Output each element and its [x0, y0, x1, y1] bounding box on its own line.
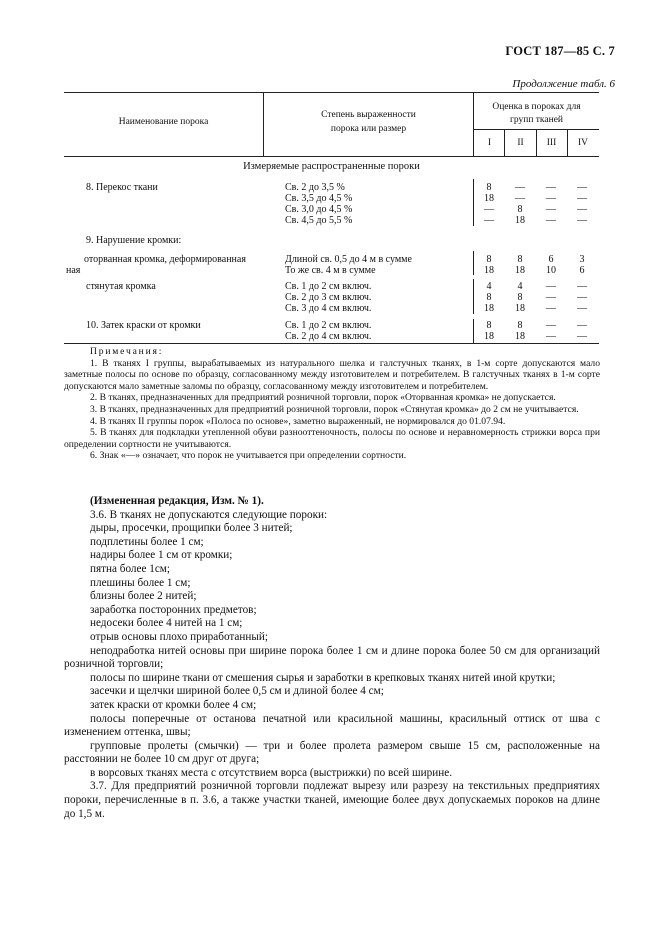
defect-item: близны более 2 нитей; [90, 590, 197, 603]
row8-degree-3: Св. 3,0 до 4,5 % [285, 204, 353, 215]
row9a-g1-2: 18 [484, 265, 494, 276]
header-degree-line1: Степень выраженности [321, 110, 416, 120]
row8-name: 8. Перекос ткани [86, 182, 158, 193]
row10-degree-2: Св. 2 до 4 см включ. [285, 331, 372, 342]
row9b-g2-2: 8 [517, 292, 523, 303]
row9b-g1-1: 4 [486, 281, 492, 292]
defects-table [64, 92, 599, 344]
edition-note: (Измененная редакция, Изм. № 1). [90, 495, 264, 507]
group-IV: IV [577, 138, 589, 148]
defect-item: подплетины более 1 см; [90, 535, 204, 548]
note-6: 6. Знак «—» означает, что порок не учитывается при определении сортности. [90, 450, 407, 462]
defect-item: заработка посторонних предметов; [90, 603, 257, 616]
defect-item: полосы поперечные от останова печатной или красильной машины, красильный оттиск от шва с изменением оттенка, швы; [64, 712, 600, 739]
header-eval-line2: групп тканей [509, 115, 564, 125]
row9b-g3-2: — [546, 292, 556, 303]
table-header-rule [64, 156, 599, 157]
row10-g3-1: — [546, 320, 556, 331]
row8-degree-2: Св. 3,5 до 4,5 % [285, 193, 353, 204]
row8-g1-2: 18 [484, 193, 494, 204]
row9a-g4-1: 3 [579, 254, 585, 265]
row9b-degree-3: Св. 3 до 4 см включ. [285, 303, 372, 314]
defect-item: плешины более 1 см; [90, 576, 191, 589]
row9b-g3-1: — [546, 281, 556, 292]
row9a-g4-2: 6 [579, 265, 585, 276]
standard-header: ГОСТ 187—85 С. 7 [505, 44, 615, 58]
row8-g4-3: — [577, 204, 587, 215]
table-continuation-label: Продолжение табл. 6 [512, 78, 615, 90]
row8-degree-4: Св. 4,5 до 5,5 % [285, 215, 353, 226]
row10-name: 10. Затек краски от кромки [86, 320, 201, 331]
row9a-name-line2: ная [66, 265, 81, 276]
row10-g4-1: — [577, 320, 587, 331]
row9a-g2-1: 8 [517, 254, 523, 265]
note-4: 4. В тканях II группы порок «Полоса по основе», заметно выраженный, не нормировался до 01.07.94. [90, 415, 506, 427]
row10-g3-2: — [546, 331, 556, 342]
row8-g2-2: — [515, 193, 525, 204]
row10-degree-1: Св. 1 до 2 см включ. [285, 320, 372, 331]
defect-item: затек краски от кромки более 4 см; [90, 698, 257, 711]
row8-g4-2: — [577, 193, 587, 204]
row9a-g1-1: 8 [486, 254, 492, 265]
group-I: I [487, 138, 492, 148]
row8-g3-1: — [546, 182, 556, 193]
row9b-degree-2: Св. 2 до 3 см включ. [285, 292, 372, 303]
row8-degree-1: Св. 2 до 3,5 % [285, 182, 345, 193]
defect-item: засечки и щелчки шириной более 0,5 см и длиной более 4 см; [90, 685, 384, 698]
defect-item: неподработка нитей основы при ширине порока более 1 см и длине порока более 50 см для организаций розничной торговли; [64, 644, 600, 671]
row8-g2-1: — [515, 182, 525, 193]
row9-name: 9. Нарушение кромки: [86, 235, 182, 246]
row10-g1-1: 8 [486, 320, 492, 331]
row9a-g3-1: 6 [548, 254, 554, 265]
row9b-degree-1: Св. 1 до 2 см включ. [285, 281, 372, 292]
defect-item: групповые пролеты (смычки) — три и более пролета размером свыше 15 см, расположенные на расстоянии не более 10 см друг от друга; [64, 739, 600, 766]
row8-g3-4: — [546, 215, 556, 226]
defect-item: пятна более 1см; [90, 562, 170, 575]
row8-g3-2: — [546, 193, 556, 204]
header-name: Наименование порока [118, 117, 209, 127]
row8-g4-4: — [577, 215, 587, 226]
notes-title: Примечания: [90, 346, 164, 357]
row10-g1-2: 18 [484, 331, 494, 342]
header-degree-line2: порока или размер [330, 124, 407, 134]
row9b-g4-1: — [577, 281, 587, 292]
row8-g4-1: — [577, 182, 587, 193]
row8-g2-4: 18 [515, 215, 525, 226]
row9a-degree-2: То же св. 4 м в сумме [285, 265, 376, 276]
defect-item: в ворсовых тканях места с отсутствием ворса (выстрижки) по всей ширине. [90, 766, 452, 779]
row10-g2-2: 18 [515, 331, 525, 342]
defect-item: надиры более 1 см от кромки; [90, 549, 233, 562]
main-text [64, 495, 600, 821]
row8-g1-4: — [484, 215, 494, 226]
note-2: 2. В тканях, предназначенных для предприятий розничной торговли, порок «Оторванная кромка» не допускается. [90, 392, 556, 404]
table-bottom-rule [64, 343, 599, 344]
row10-g2-1: 8 [517, 320, 523, 331]
row9a-g3-2: 10 [546, 265, 556, 276]
group-III: III [546, 138, 557, 148]
header-eval-line1: Оценка в пороках для [492, 102, 581, 112]
row9a-degree-1: Длиной св. 0,5 до 4 м в сумме [285, 254, 412, 265]
group-II: II [517, 138, 524, 148]
row9a-g2-2: 18 [515, 265, 525, 276]
row9b-g2-1: 4 [517, 281, 523, 292]
row9b-g4-2: — [577, 292, 587, 303]
section-title: Измеряемые распространенные пороки [243, 161, 420, 172]
row8-g1-3: — [484, 204, 494, 215]
defect-item: полосы по ширине ткани от смешения сырья и заработки в крепковых тканях нитей иной крутки; [90, 671, 556, 684]
row9a-name-line1: оторванная кромка, деформированная [84, 254, 246, 265]
row8-g1-1: 8 [486, 182, 492, 193]
row9b-g3-3: — [546, 303, 556, 314]
row9b-g1-2: 8 [486, 292, 492, 303]
row9b-g2-3: 18 [515, 303, 525, 314]
row9b-g4-3: — [577, 303, 587, 314]
clause-3-6: 3.6. В тканях не допускаются следующие пороки: [90, 508, 328, 521]
row8-g2-3: 8 [517, 204, 523, 215]
defect-item: отрыв основы плохо приработанный; [90, 630, 268, 643]
table-top-rule [64, 92, 599, 93]
clause-3-7: 3.7. Для предприятий розничной торговли подлежат вырезу или разрезу на текстильных предприятиях пороки, перечисленные в п. 3.6, а также участки тканей, имеющие более двух допускаемых пороков на длине до 1,5 м. [64, 780, 600, 820]
note-1: 1. В тканях I группы, вырабатываемых из натурального шелка и галстучных тканях, в 1-м сорте допускаются мало заметные полосы по основе по образцу, согласованному между изготовителем и потребителем. В галстучных тканях в 1-м сорте допускаются мало заметные заломы по образцу, согласованному между изготовителем и потребителем. [64, 357, 600, 392]
row9b-g1-3: 18 [484, 303, 494, 314]
row9b-name: стянутая кромка [86, 281, 156, 292]
defect-item: дыры, просечки, прощипки более 3 нитей; [90, 522, 293, 535]
row10-g4-2: — [577, 331, 587, 342]
note-3: 3. В тканях, предназначенных для предприятий розничной торговли, порок «Стянутая кромка» до 2 см не учитывается. [90, 403, 579, 415]
defect-item: недосеки более 4 нитей на 1 см; [90, 617, 243, 630]
row8-g3-3: — [546, 204, 556, 215]
note-5: 5. В тканях для подкладки утепленной обуви разнооттеночность, полосы по основе и неравномерность стрижки ворса при определении сортности не учитываются. [64, 427, 600, 450]
table-notes [64, 346, 600, 462]
